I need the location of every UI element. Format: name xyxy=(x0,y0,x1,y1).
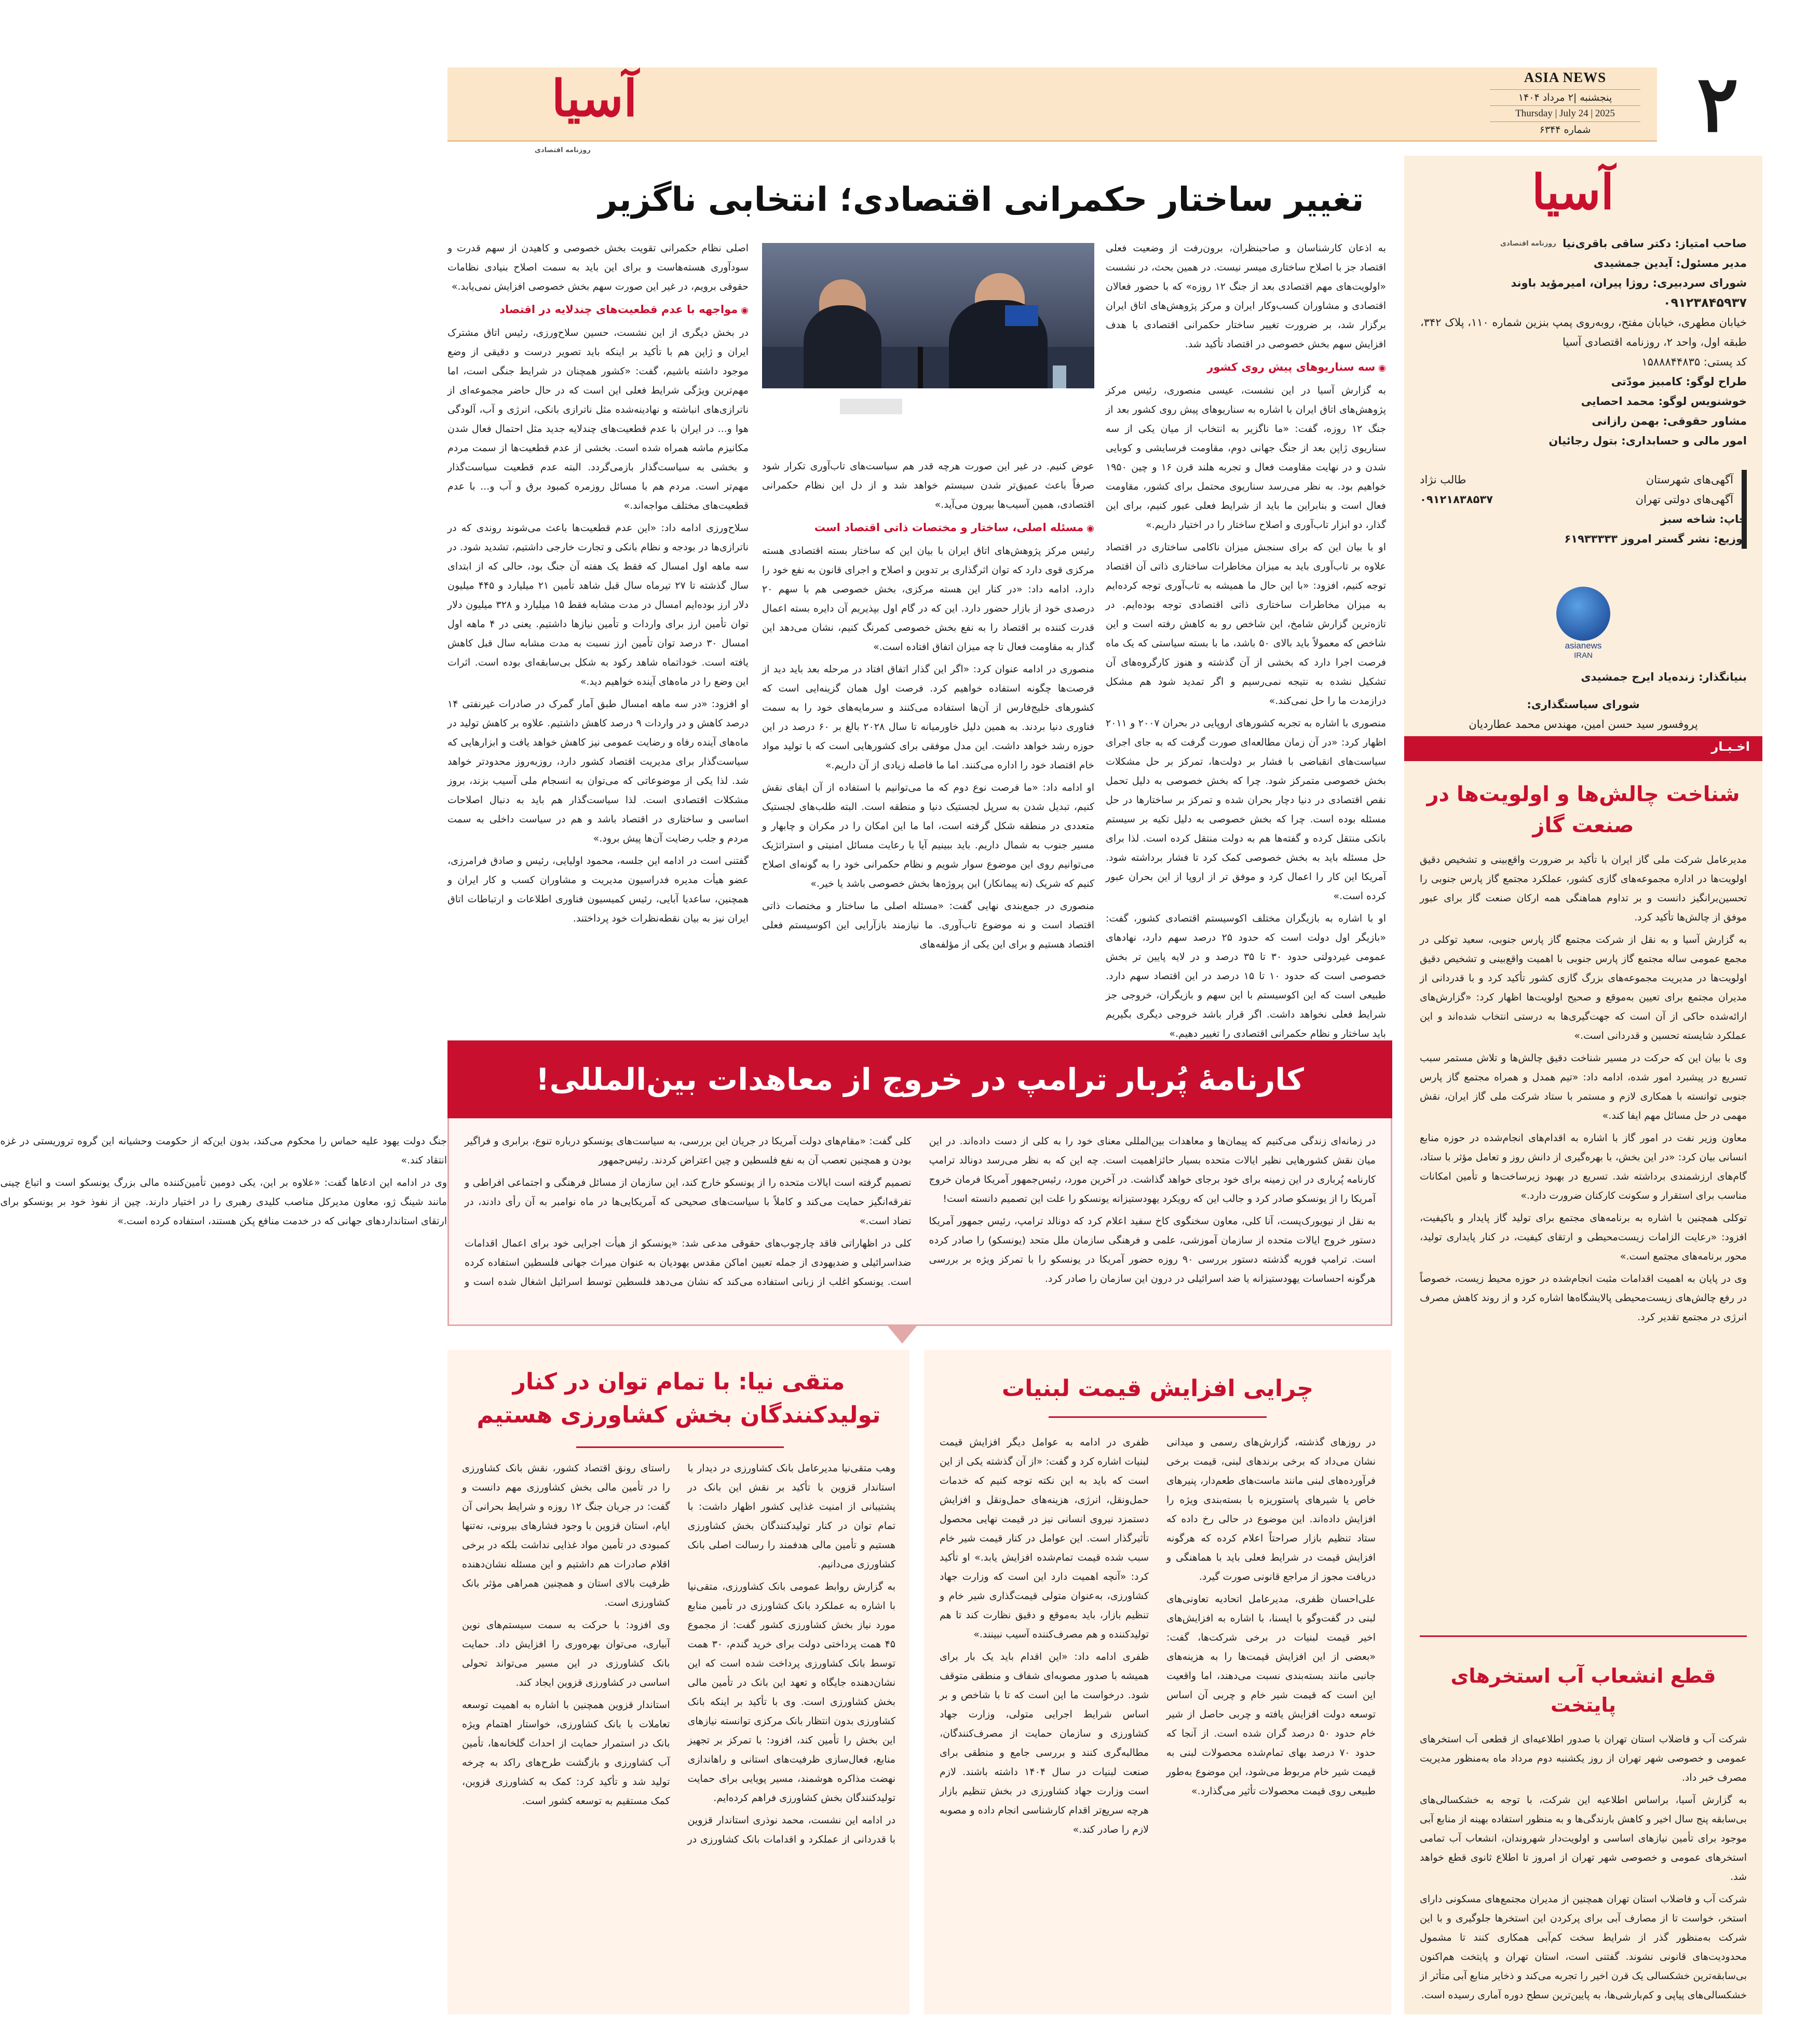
lead-paragraph: منصوری با اشاره به تجربه کشورهای اروپایی در بحران ۲۰۰۷ و ۲۰۱۱ اظهار کرد: «در آن زمان مطالعه‌ای صورت گرفت که به جای اجرای سیاست‌های انقباضی با فشار بر دولت‌ها، تمرکز بر حل مشکلات بخش خصوصی متمرکز شود. چرا که بخش خصوصی به دلیل تحمل نقص اقتصادی در دنیا دچار بحران شده و تمرکز بر ساختارها در حل مسئله بوده است. چرا که بخش خصوصی به دلیل تکیه بر سیستم بانکی منتقل کرده و گفته‌ها هم به دولت منتقل کرده است. لذا برای حل مسئله باید به بخش خصوصی کمک کرد تا فشار برداشته شود. آمریکا این کار را اعمال کرد و موفق تر از اروپا از این بحران عبور کرده است.» xyxy=(1106,718,1386,902)
ads-label: آگهی‌های شهرستان xyxy=(1646,473,1733,486)
masthead-phone: ۰۹۱۲۳۸۴۵۹۳۷ xyxy=(1663,295,1747,310)
lead-subhead: ◉ مسئله اصلی، ساختار و مختصات ذاتی اقتصاد است xyxy=(762,518,1094,538)
lead-paragraph: به گزارش آسیا در این نشست، عیسی منصوری، رئیس مرکز پژوهش‌های اتاق ایران با اشاره به سناریوهای پیش روی کشور بعد از جنگ ۱۲ روزه، گفت: «ما ناگزیر به انتخاب از میان یکی از سه سناریوی ژاپن بعد از جنگ جهانی دوم، مقاومت فرسایشی و کوبایی شدن و در نهایت مقاومت فعال و تجربه هلند قرن ۱۶ و چین ۱۹۵۰ خواهیم بود. به نظر می‌رسد سناریوی محتمل برای کشور، مقاومت فعال است و بنابراین ما باید از شرایط فعلی عبور کنیم، برای این گذار، دو ابزار تاب‌آوری و اصلاح ساختار را در اختیار داریم.» xyxy=(1106,385,1386,531)
lead-paragraph: منصوری در ادامه عنوان کرد: «اگر این گذار اتفاق افتاد در مرحله بعد باید دید از فرصت‌ها چگونه استفاده خواهیم کرد. فرصت اول همان گزینه‌ایی است که کشورهای خلیج‌فارس از آن‌ها استفاده می‌کنند و سرمایه‌های خود را به سمت فناوری دنیا بردند. به همین دلیل خاورمیانه تا سال ۲۰۲۸ بالغ بر ۶۰ درصد در این حوزه رشد خواهد داشت. این مدل موفقی برای کشورهایی است که با تولید مواد خام اقتصاد خود را اداره می‌کنند. اما ما فاصله زیادی از آن داریم.» xyxy=(762,664,1095,771)
photo-glass xyxy=(1053,366,1066,388)
distribution-line: توزیع: نشر گستر امروز ۶۱۹۳۳۳۳۳ xyxy=(1564,533,1747,545)
agri-bank-paragraph: وهب متقی‌نیا مدیرعامل بانک کشاورزی در دیدار با استاندار قزوین با تأکید بر نقش این بانک در پشتیبانی از امنیت غذایی کشور اظهار داشت: با تمام توان در کنار تولیدکنندگان بخش کشاورزی هستیم و تأمین مالی هدفمند را رسالت اصلی بانک کشاورزی می‌دانیم. xyxy=(687,1463,895,1570)
agri-bank-title: متقی نیا: با تمام توان در کنار تولیدکنندگان بخش کشاورزی هستیم xyxy=(477,1369,881,1428)
partner-line2: IRAN xyxy=(1574,651,1593,660)
lead-paragraph: اصلی نظام حکمرانی تقویت بخش خصوصی و کاهیدن از سهم قدرت و سودآوری هسته‌هاست و برای این باید به سمت اصلاح بنیادی نظامات حقوقی برویم، در غیر این صورت سهم بخش خصوصی افزایش نمی‌یابد.» xyxy=(447,242,749,292)
lead-photo xyxy=(762,243,1094,445)
dairy-paragraph: ظفری ادامه داد: «این اقدام باید یک بار برای همیشه با صدور مصوبه‌ای شفاف و منطقی متوقف شود. درخواست ما این است که تا با شاخص و بر اساس شرایط اجرایی متولی، وزارت جهاد کشاورزی و سازمان حمایت از مصرف‌کنندگان، مطالبه‌گری کنند و بررسی جامع و منطقی برای صنعت لبنیات در سال ۱۴۰۴ داشته باشند. لازم است وزارت جهاد کشاورزی در بخش تنظیم بازار هرچه سریع‌تر اقدام کارشناسی انجام داده و مصوبه لازم را صادر کند.» xyxy=(940,1651,1149,1835)
date-fa: پنجشنبه |۲ مرداد ۱۴۰۴ xyxy=(1490,89,1640,105)
photo-nameplate xyxy=(840,399,902,414)
photo-desk xyxy=(762,388,1094,445)
issue-number: شماره ۶۳۴۴ xyxy=(1490,121,1640,138)
lead-subhead: ◉ مواجهه با عدم قطعیت‌های چندلایه در اقتصاد xyxy=(447,300,749,320)
founder xyxy=(1420,667,1747,687)
trump-body xyxy=(0,1132,1376,1316)
lead-paragraph: او ادامه داد: «ما فرصت نوع دوم که ما می‌توانیم با استفاده از آن ایفای نقش کنیم، تبدیل شدن به سرپل لجستیک دنیا و منطقه است. البته طلب‌های لجستیک متعددی در منطقه شکل گرفته است، اما ما این امکان را در مکران و چابهار و مسیر جنوب به شمال داریم. باید ببینیم آیا با رعایت مسائل امنیتی و استراتژیک می‌توانیم روی این موضوع سوار شویم و نظام حکمرانی خود را به گونه‌ای اصلاح کنیم که شریک (نه پیمانکار) این پروژه‌ها بخش خصوصی باشد یا خیر.» xyxy=(762,782,1094,889)
news-gas-paragraph: وی در پایان به اهمیت اقدامات مثبت انجام‌شده در حوزه محیط زیست، خصوصاً در رفع چالش‌های زیست‌محیطی پالایشگاه‌ها اشاره کرد و از روند کاهش مصرف انرژی در مجتمع تقدیر کرد. xyxy=(1420,1273,1747,1323)
logo-subtitle: روزنامه اقتصادی xyxy=(1500,240,1556,248)
dairy-paragraph: علی‌احسان ظفری، مدیرعامل اتحادیه تعاونی‌های لبنی در گفت‌وگو با ایسنا، با اشاره به افزایش‌های اخیر قیمت لبنیات در برخی شرکت‌ها، گفت: «بعضی از این افزایش قیمت‌ها را به هزینه‌های جانبی مانند بسته‌بندی نسبت می‌دهند، اما واقعیت این است که قیمت شیر خام و چربی آن اساس توسعه دولت افزایش یافته و چربی حاصل از شیر خام حدود ۵۰ درصد گران شده است. از آنجا که حدود ۷۰ درصد بهای تمام‌شده محصولات لبنی به قیمت شیر خام مربوط می‌شود، این موضوع به‌طور طبیعی روی قیمت محصولات تأثیر می‌گذارد.» xyxy=(1166,1593,1376,1797)
trump-paragraph: وی در ادامه این ادعاها گفت: «علاوه بر این، یکی دومین تأمین‌کننده مالی بزرگ یونسکو است و اتباع چینی مانند شینگ ژو، معاون مدیرکل مناصب کلیدی رهبری را در اختیار دارند. چین از نفوذ خود بر یونسکو برای ارتقای استانداردهای جهانی که در خدمت منافع پکن هستند، استفاده کرده است.» xyxy=(0,1177,447,1227)
lead-paragraph: او با اشاره به بازیگران مختلف اکوسیستم اقتصادی کشور، گفت: «بازیگر اول دولت است که حدود ۲۵ درصد سهم دارد، نهادهای عمومی غیردولتی حدود ۳۰ تا ۳۵ درصد و در لایه پایین تر بخش خصوصی است که حدود ۱۰ تا ۱۵ درصد در این اقتصاد سهم دارد. طبیعی است که این اکوسیستم با این سهم و بازیگران، خروجی جز شرایط فعلی نخواهد داشت. اگر قرار باشد خروجی دیگری بگیریم باید ساختار و نظام حکمرانی اقتصادی را تغییر دهیم.» xyxy=(1106,913,1387,1039)
dairy-paragraph: ظفری در ادامه به عوامل دیگر افزایش قیمت لبنیات اشاره کرد و گفت: «از آن گذشته یکی از این است که باید به این نکته توجه کنیم که خدمات حمل‌ونقل، انرژی، هزینه‌های حمل‌ونقل و افزایش دستمزد نیروی انسانی نیز در قیمت نهایی محصول تأثیرگذار است. این عوامل در کنار قیمت شیر خام سبب شده قیمت تمام‌شده افزایش یابد.» او تأکید کرد: «آنچه اهمیت دارد این است که وزارت جهاد کشاورزی، به‌عنوان متولی قیمت‌گذاری شیر خام و تنظیم بازار، باید به‌موقع و دقیق نظارت کند تا هم تولیدکننده و هم مصرف‌کننده آسیب نبینند.» xyxy=(940,1437,1149,1640)
founder-line: بنیانگذار: زنده‌یاد ایرج جمشیدی xyxy=(1581,671,1747,683)
header-rule xyxy=(447,140,1657,142)
masthead-line: شورای سردبیری: روژا پیران، امیرمؤید باوند xyxy=(1511,277,1747,289)
masthead-line: مدیر مسئول: آیدین جمشیدی xyxy=(1593,257,1747,269)
trump-paragraph: کلی در اظهاراتی فاقد چارچوب‌های حقوقی مدعی شد: «یونسکو از هیأت اجرایی خود برای اعمال اقدامات ضد‌اسرائیلی و ضدیهودی از جمله تعیین اماکن مقدس یهودیان به عنوان میراث جهانی فلسطین استفاده کرده است. یونسکو اغلب از زبانی استفاده می‌کند که نشان می‌دهد فلسطین توسط اسرائیل اشغال شده است و جنگ دولت یهود علیه حماس را محکوم می‌کند، بدون این‌که از حکومت وحشیانه این گروه تروریستی در غزه انتقاد کند.» xyxy=(0,1135,912,1288)
news-gas-paragraph: معاون وزیر نفت در امور گاز با اشاره به اقدام‌های انجام‌شده در حوزه منابع انسانی بیان کرد: «در این بخش، با بهره‌گیری از دانش روز و تعامل مؤثر با ستاد، گام‌های ارزشمندی برداشته شد. تسریع در بهبود زیرساخت‌ها و تأمین امکانات مناسب برای استقرار و سکونت کارکنان ضرورت دارد.» xyxy=(1420,1132,1747,1201)
lead-paragraph: سلاح‌ورزی ادامه داد: «این عدم قطعیت‌ها باعث می‌شوند روندی که در ناترازی‌ها در بودجه و نظام بانکی و تجارت خارجی داشتیم، تشدید شود. در سه ماهه اول امسال که فقط یک هفته آن جنگ بود، حالی که از ابتدای سال گذشته تا ۲۷ تیرماه سال قبل شاهد تأمین ۲۱ میلیارد و ۴۴۵ میلیون دلار ارز بوده‌ایم امسال در مدت مشابه فقط ۱۵ میلیارد و ۳۲۸ میلیون دلار توان تأمین ارز برای واردات و تأمین نیازها داشتیم. یعنی در ۴ ماهه اول امسال ۳۰ درصد توان تأمین ارز نسبت به مدت مشابه سال قبل کاهش یافته است. خوداتماه شاهد رکود به شکل بی‌سابقه‌ای بوده است. اثرات این وضع را در ماه‌های آینده خواهیم دید.» xyxy=(447,522,749,687)
news-gas-paragraph: به گزارش آسیا و به نقل از شرکت مجتمع گاز پارس جنوبی، سعید توکلی در مجمع عمومی ساله مجتمع گاز پارس جنوبی با اهمیت واقع‌بینی و تشخیص دقیق اولویت‌ها در مدیریت مجموعه‌های بزرگ گازی کشور تأکید کرد و با قدردانی از مدیران مجتمع برای تعیین به‌موقع و صحیح اولویت‌ها اظهار کرد: «گزارش‌های ارائه‌شده حاکی از آن است که جهت‌گیری‌ها به درستی انتخاب شده‌اند و این عملکرد شایسته تحسین و قدردانی است.» xyxy=(1420,934,1747,1041)
lead-paragraph: او افزود: «در سه ماهه امسال طبق آمار گمرک در صادرات غیرنفتی ۱۴ درصد کاهش و در واردات ۹ درصد کاهش داشتیم. علاوه بر کاهش تولید در ماه‌های آینده رفاه و رضایت عمومی نیز کاهش خواهد یافت و ابزارهایی که سیاست‌گذار برای مدیریت اقتصاد کشور دارد، روزبه‌روز محدودتر خواهد شد. لذا یکی از موضوعاتی که می‌توان به انسجام ملی آسیب بزند، بروز مشکلات اقتصادی است. لذا سیاست‌گذار هم باید به دنبال اصلاحات اساسی و ساختاری در اقتصاد باشد و هم در سیاست داخلی به سمت مردم و جلب رضایت آن‌ها پیش برود.» xyxy=(447,698,749,844)
council-line: پروفسور سید حسن امین، مهندس محمد عطاردیان xyxy=(1469,718,1698,730)
ads-contacts xyxy=(1420,470,1747,549)
news-tab-label: اخـبـار xyxy=(1711,739,1750,754)
news-gas xyxy=(1420,779,1747,1625)
lead-headline: تغییر ساختار حکمرانی اقتصادی؛ انتخابی ناگزیر xyxy=(598,181,1364,219)
lead-paragraph: عوض کنیم. در غیر این صورت هرچه قدر هم سیاست‌های تاب‌آوری تکرار شود صرفاً باعث عمیق‌تر شدن سیستم خواهد شد و از دل این نظام حکمرانی اقتصادی، همین آسیب‌ها بیرون می‌آید.» xyxy=(762,461,1094,510)
trump-paragraph: به نقل از نیویورک‌پست، آنا کلی، معاون سخنگوی کاخ سفید اعلام کرد که دونالد ترامپ، رئیس جمهور آمریکا دستور خروج ایالات متحده از سازمان آموزشی، علمی و فرهنگی سازمان ملل متحد (یونسکو) را صادر کرده است. ترامپ فوریه گذشته دستور بررسی ۹۰ روزه حضور آمریکا در یونسکو را با تمرکز ویژه بر بررسی هرگونه احساسات یهودستیزانه یا ضد اسرائیلی در درون این سازمان را صادر کرد. xyxy=(929,1215,1376,1284)
lead-column-3 xyxy=(447,239,749,1023)
dairy-body xyxy=(940,1433,1376,2004)
trump-header xyxy=(447,1040,1392,1118)
news-gas-paragraph: مدیرعامل شرکت ملی گاز ایران با تأکید بر ضرورت واقع‌بینی و تشخیص دقیق اولویت‌ها در اداره مجموعه‌های گازی کشور، عملکرد مجتمع گاز پارس جنوبی را تحسین‌برانگیز دانست و بر تداوم هماهنگی همه ارکان صنعت گاز برای عبور موفق از چالش‌ها تأکید کرد. xyxy=(1420,854,1747,923)
masthead-line: امور مالی و حسابداری: بتول رجائیان xyxy=(1549,435,1747,447)
asia-logo-sidebar xyxy=(1495,161,1651,248)
news-pools-paragraph: شرکت آب و فاضلاب استان تهران با صدور اطلاعیه‌ای از قطعی آب استخرهای عمومی و خصوصی شهر تهران از روز یکشنبه دوم مرداد ماه به‌منظور مدیریت مصرف خبر داد. xyxy=(1420,1734,1747,1783)
agri-bank-paragraph: وی افزود: با حرکت به سمت سیستم‌های نوین آبیاری، می‌توان بهره‌وری را افزایش داد. حمایت بانک کشاورزی در این مسیر می‌تواند تحولی اساسی در کشاورزی قزوین ایجاد کند. xyxy=(462,1619,670,1688)
news-gas-paragraph: وی با بیان این که حرکت در مسیر شناخت دقیق چالش‌ها و تلاش مستمر سبب تسریع در پیشبرد امور شده، ادامه داد: «تیم همدل و همراه مجتمع گاز پارس جنوبی توانسته با همکاری لازم و مستمر با ستاد شرکت ملی گاز ایران، نقش مهمی در حل مسائل مهم ایفا کند.» xyxy=(1420,1052,1747,1121)
masthead-line: صاحب امتیاز: دکتر ساقی باقری‌نیا xyxy=(1563,237,1747,250)
news-pools-paragraph: به گزارش آسیا، براساس اطلاعیه این شرکت، با توجه به خشکسالی‌های بی‌سابقه پنج سال اخیر و کاهش بارندگی‌ها و به منظور استفاده بهینه از منابع آبی موجود برای تأمین نیازهای اساسی و اولویت‌دار شهروندان، انشعاب آب تمامی استخرهای عمومی و خصوصی شهر تهران از امروز تا اطلاع ثانوی قطع خواهد شد. xyxy=(1420,1794,1747,1883)
lead-paragraph: منصوری در جمع‌بندی نهایی گفت: «مسئله اصلی ما ساختار و مختصات ذاتی اقتصاد است و نه موضوع تاب‌آوری. ما نیازمند بازآرایی این اکوسیستم فعلی اقتصاد هستیم و برای این یکی از مؤلفه‌های xyxy=(762,900,1094,950)
trump-title: کارنامۀ پُربار ترامپ در خروج از معاهدات بین‌المللی! xyxy=(536,1062,1304,1097)
partner-line1: asianews xyxy=(1565,641,1602,651)
masthead-line: مشاور حقوقی: بهمن رازانی xyxy=(1592,415,1747,427)
page-number: ۲ xyxy=(1696,58,1739,150)
masthead xyxy=(1420,234,1747,451)
lead-subhead: ◉ سه سناریوهای پیش روی کشور xyxy=(1106,357,1386,378)
news-divider xyxy=(1420,1635,1747,1637)
news-pools-paragraph: شرکت آب و فاضلاب استان تهران همچنین از مدیران مجتمع‌های مسکونی دارای استخر، خواست تا از مصارف آبی برای پرکردن این استخرها جلوگیری و با این شرکت به‌منظور گذر از شرایط سخت کم‌آبی همکاری کنند تا مشمول محدودیت‌های قانونی نشوند. گفتنی است، استان تهران و پایتخت هم‌اکنون بی‌سابقه‌ترین خشکسالی یک قرن اخیر را تجربه می‌کند و ذخایر منابع آبی متأثر از خشکسالی‌های پیاپی و کم‌بارشی‌ها، به پایین‌ترین سطح دوره آماری رسیده است. xyxy=(1420,1893,1747,2001)
lead-paragraph: در بخش دیگری از این نشست، حسین سلاح‌ورزی، رئیس اتاق مشترک ایران و ژاپن هم با تأکید بر اینکه باید تصویر درست و دقیقی از وضع موجود داشته باشیم، گفت: «کشور همچنان در شرایط جنگی است، اما مهم‌ترین ویژگی شرایط فعلی این است که در حال حاضر مجموعه‌ای از ناترازی‌های انباشته و نهادینه‌شده مثل ناترازی بانکی، انرژی و آب، آلودگی هوا و... در ایران با عدم قطعیت‌های چندلایه جدید مثل احتمال فعال شدن مکانیزم ماشه همراه شده است. بخشی از عدم قطعیت‌ها از سمت مردم و بخشی به سیاست‌گذار بازمی‌گردد. البته عدم قطعیت سیاست‌گذار مهم‌تر است. مردم هم با مسائل روزمره کمبود برق و آب و... با عدم قطعیت‌های مختلف مواجه‌اند.» xyxy=(447,327,749,511)
news-pools-title: قطع انشعاب آب استخرهای پایتخت xyxy=(1450,1664,1716,1716)
lead-paragraph: به اذعان کارشناسان و صاحبنظران، برون‌رفت از وضعیت فعلی اقتصاد جز با اصلاح ساختاری میسر نیست. در همین بحث، در نشست «اولویت‌های مهم اقتصادی بعد از جنگ ۱۲ روزه» که با حضور فعالان اقتصادی و مشاوران کسب‌وکار ایران و مرکز پژوهش‌های اتاق ایران برگزار شد، بر ضرورت تغییر ساختار حکمرانی اقتصادی با هدف افزایش سهم بخش خصوصی در اقتصاد تأکید شد. xyxy=(1106,242,1386,350)
asia-news-label: ASIA NEWS xyxy=(1524,70,1607,85)
dairy-title-rule xyxy=(1049,1416,1267,1418)
ads-value: ۰۹۱۲۱۸۳۸۵۳۷ xyxy=(1420,493,1493,506)
ads-row xyxy=(1420,490,1733,509)
globe-icon xyxy=(1556,587,1610,641)
print-line: چاپ: شاخه سبز xyxy=(1661,513,1747,525)
masthead-line: طراح لوگو: کامبیز مودّتی xyxy=(1611,375,1747,388)
ads-value: طالب نژاد xyxy=(1420,473,1466,486)
news-gas-title: شناخت چالش‌ها و اولویت‌ها در صنعت گاز xyxy=(1427,782,1740,837)
lead-column-2 xyxy=(762,457,1094,1023)
logo-text: آسیا xyxy=(551,69,637,128)
dairy-title: چرایی افزایش قیمت لبنیات xyxy=(1001,1375,1314,1402)
date-en: Thursday | July 24 | 2025 xyxy=(1490,105,1640,121)
masthead-address: خیابان مطهری، خیابان مفتح، روبه‌روی پمپ بنزین شماره ۱۱۰، پلاک ۳۴۲، طبقه اول، واحد ۲، روزنامه اقتصادی آسیا xyxy=(1420,316,1747,348)
ads-label: آگهی‌های دولتی تهران xyxy=(1635,493,1733,506)
issue-meta xyxy=(1490,89,1640,138)
council-title: شورای سیاستگذاری: xyxy=(1527,698,1640,711)
masthead-line: خوشنویس لوگو: محمد احصایی xyxy=(1581,395,1747,408)
asianews-iran-logo xyxy=(1547,587,1620,660)
ads-row xyxy=(1420,470,1733,490)
photo-badge xyxy=(1005,305,1038,326)
logo-text: آسیا xyxy=(1531,164,1614,220)
photo-person-body xyxy=(804,305,881,399)
lead-column-1 xyxy=(1106,239,1387,1039)
dairy-paragraph: در روزهای گذشته، گزارش‌های رسمی و میدانی نشان می‌داد که برخی برندهای لبنی، قیمت برخی فرآورده‌های لبنی مانند ماست‌های طعم‌دار، پنیرهای خاص یا شیرهای پاستوریزه با بسته‌بندی ویژه را افزایش داده‌اند. این موضوع در حالی رخ داده که ستاد تنظیم بازار صراحتاً اعلام کرده که هرگونه افزایش قیمت در شرایط فعلی باید با هماهنگی و دریافت مجوز از مراجع قانونی صورت گیرد. xyxy=(1166,1437,1376,1582)
agri-bank-body xyxy=(462,1459,895,2004)
logo-subtitle: روزنامه اقتصادی xyxy=(535,146,591,154)
trump-box-pointer xyxy=(888,1326,917,1344)
asia-logo-top xyxy=(529,67,659,154)
agri-bank-paragraph: به گزارش روابط عمومی بانک کشاورزی، متقی‌نیا با اشاره به عملکرد بانک کشاورزی در تأمین منابع مورد نیاز بخش کشاورزی کشور گفت: از مجموع ۴۵ همت پرداختی دولت برای خرید گندم، ۳۰ همت توسط بانک کشاورزی پرداخت شده است که این نشان‌دهنده جایگاه و تعهد این بانک در تأمین مالی بخش کشاورزی است. وی با تأکید بر اینکه بانک کشاورزی بدون انتظار بانک مرکزی توانسته نیازهای این بخش را تأمین کند، افزود: با تمرکز بر تجهیز منابع، فعال‌سازی ظرفیت‌های استانی و راهاندازی نهضت مذاکره هوشمند، مسیر پویایی برای حمایت تولیدکنندگان بخش کشاورزی فراهم کرده‌ایم. xyxy=(687,1581,896,1804)
photo-microphone xyxy=(918,347,923,388)
trump-paragraph: در زمانه‌ای زندگی می‌کنیم که پیمان‌ها و معاهدات بین‌المللی معنای خود را به کلی از دست داده‌اند. در این میان نقش کشورهایی نظیر ایالات متحده بسیار حائزاهمیت است. چه این که به نظر می‌رسد دونالد ترامپ کارنامه پُرباری در این زمینه برای خود برجای خواهد گذاشت. در آخرین مورد، رئیس‌جمهور آمریکا فرمان خروج آمریکا را از یونسکو صادر کرد و جالب این که رویکرد یهودستیزانه یونسکو را علت این تصمیم دانسته است! xyxy=(929,1135,1376,1204)
lead-paragraph: رئیس مرکز پژوهش‌های اتاق ایران با بیان این که ساختار بسته اقتصادی هسته مرکزی قوی دارد که توان اثرگذاری بر تدوین و اصلاح و اجرای قانون به نفع خود را دارد، ادامه داد: «در کنار این هسته مرکزی، بخش خصوصی هم با سهم ۲۰ درصدی خود از بازار حضور دارد. این که در گام اول بپذیریم آن دایره بسته اعمال قدرت کننده بر اقتصاد را به نفع بخش خصوصی کمرنگ کنیم، نشان می‌دهد این گذار به مقاومت فعال تا چه میزان اتفاق افتاده است.» xyxy=(762,545,1094,653)
news-tab xyxy=(1404,736,1762,761)
news-gas-paragraph: توکلی همچنین با اشاره به برنامه‌های مجتمع برای تولید گاز پایدار و باکیفیت، افزود: «رعایت الزامات زیست‌محیطی و ارتقای کیفیت، در کنار پایداری تولید، محور برنامه‌های مجتمع است.» xyxy=(1420,1212,1747,1262)
trump-paragraph: تصمیم گرفته است ایالات متحده را از یونسکو خارج کند، این سازمان از مسائل فرهنگی و اجتماعی افراطی و تفرقه‌انگیز حمایت می‌کند و کاملاً با سیاست‌های صحیحی که آمریکایی‌ها در ماه نوامبر به آن رأی دادند، در تضاد است.» xyxy=(465,1177,912,1227)
lead-paragraph: گفتنی است در ادامه این جلسه، محمود اولیایی، رئیس و صادق فرامرزی، عضو هیأت مدیره فدراسیون مدیریت و مشاوران کسب و کار ایران و همچنین، ساعدیا آبایی، رئیس کمیسیون فناوری اطلاعات و ارتباطات اتاق ایران نیز به بیان نقطه‌نظرات خود پرداختند. xyxy=(447,855,749,924)
news-pools xyxy=(1420,1646,1747,2009)
trump-paragraph: کلی گفت: «مقام‌های دولت آمریکا در جریان این بررسی، به سیاست‌های یونسکو درباره تنوع، برابری و فراگیر بودن و همچنین تعصب آن به نفع فلسطین و چین اعتراض کردند. رئیس‌جمهور xyxy=(465,1135,912,1166)
agri-bank-paragraph: در ادامه این نشست، محمد نوذری استاندار قزوین با قدردانی از عملکرد و اقدامات بانک کشاورزی در راستای رونق اقتصاد کشور، نقش بانک کشاورزی را در تأمین مالی بخش کشاورزی مهم دانست و گفت: در جریان جنگ ۱۲ روزه و شرایط بحرانی آن ایام، استان قزوین با وجود فشارهای بیرونی، نه‌تنها کمبودی در تأمین مواد غذایی نداشت بلکه در برخی اقلام صادرات هم داشتیم و این مسئله نشان‌دهنده ظرفیت بالای استان و همچنین همراهی مؤثر بانک کشاورزی است. xyxy=(462,1463,895,1845)
agri-bank-paragraph: استاندار قزوین همچنین با اشاره به اهمیت توسعه تعاملات با بانک کشاورزی، خواستار اهتمام ویژه بانک در استمرار حمایت از احداث گلخانه‌ها، تأمین آب کشاورزی و بازگشت طرح‌های راکد به چرخه تولید شد و تأکید کرد: کمک به کشاورزی قزوین، کمک مستقیم به توسعه کشور است. xyxy=(462,1699,670,1807)
lead-paragraph: او با بیان این که برای سنجش میزان ناکامی ساختاری در اقتصاد علاوه بر تاب‌آوری باید به میزان مخاطرات ساختاری ذاتی آن اقتصاد توجه کنیم، افزود: «با این حال ما همیشه به تاب‌آوری توجه کرده‌ایم به میزان مخاطرات ساختاری ذاتی اقتصادی توجه بوده‌ایم. در تازه‌ترین گزارش شامخ، این شاخص رو به کاهش رفته است و این شاخص که معمولاً باید بالای ۵۰ باشد، ما با بسته سیاستی که یک ماه فرصت اجرا دارد که بخشی از آن گذشته و هنوز کارگروه‌های آن تشکیل نشده به نتیجه نمی‌رسیم و اگر تمدید شود هم مشکل درازمدت ما را حل نمی‌کند.» xyxy=(1106,542,1387,707)
agri-bank-title-rule xyxy=(576,1446,784,1448)
masthead-postal: کد پستی: ۱۵۸۸۸۴۴۸۳۵ xyxy=(1641,356,1747,368)
